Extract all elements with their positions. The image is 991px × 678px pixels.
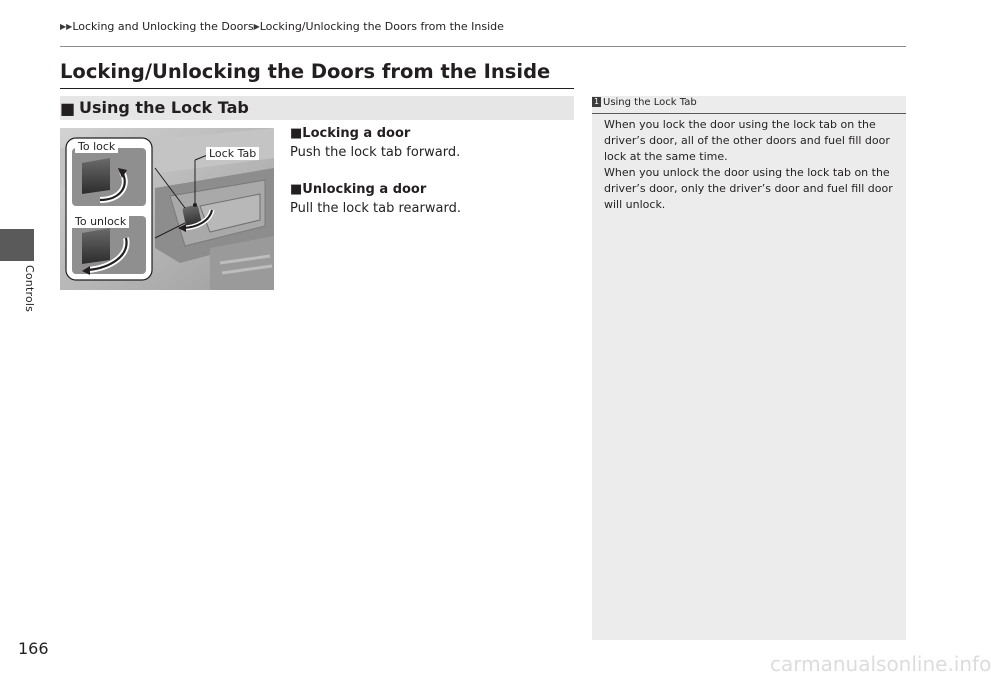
lock-tab-label: Lock Tab — [206, 147, 259, 160]
breadcrumb — [60, 20, 504, 33]
unlocking-instruction: Pull the lock tab rearward. — [290, 201, 461, 216]
to-unlock-label: To unlock — [72, 215, 129, 228]
breadcrumb-item-current[interactable]: Locking/Unlocking the Doors from the Inside — [259, 20, 504, 33]
note-line: lock at the same time. — [604, 150, 728, 163]
note-reference-icon: 1 — [593, 97, 600, 106]
page-number: 166 — [18, 639, 49, 658]
locking-marker-icon: ■ — [290, 126, 303, 141]
section-side-tab — [0, 229, 34, 261]
locking-heading: ■Locking a door — [290, 126, 411, 141]
section-marker-icon: ■ — [60, 99, 76, 118]
unlocking-marker-icon: ■ — [290, 182, 303, 197]
section-heading: Using the Lock Tab — [79, 98, 249, 117]
page-title: Locking/Unlocking the Doors from the Inside — [60, 60, 551, 83]
unlocking-heading: ■Unlocking a door — [290, 182, 427, 197]
section-header-bar — [60, 96, 574, 120]
breadcrumb-arrow-icon: ▶▶ — [60, 22, 73, 31]
breadcrumb-item-parent[interactable]: Locking and Unlocking the Doors — [72, 20, 254, 33]
title-underline — [60, 88, 574, 89]
to-lock-label: To lock — [75, 140, 118, 153]
side-note-divider — [592, 113, 906, 114]
lock-tab-illustration — [60, 128, 274, 290]
breadcrumb-arrow-icon: ▶ — [253, 22, 260, 31]
site-watermark: carmanualsonline.info — [770, 652, 991, 676]
side-tab-label: Controls — [23, 265, 36, 313]
note-line: driver’s door, only the driver’s door and fuel fill door — [604, 182, 893, 195]
note-line: When you unlock the door using the lock tab on the — [604, 166, 890, 179]
note-line: driver’s door, all of the other doors and fuel fill door — [604, 134, 890, 147]
locking-instruction: Push the lock tab forward. — [290, 145, 461, 160]
header-divider — [60, 46, 906, 47]
side-note-heading: 1 Using the Lock Tab — [593, 97, 697, 108]
note-line: will unlock. — [604, 198, 666, 211]
note-line: When you lock the door using the lock tab on the — [604, 118, 876, 131]
